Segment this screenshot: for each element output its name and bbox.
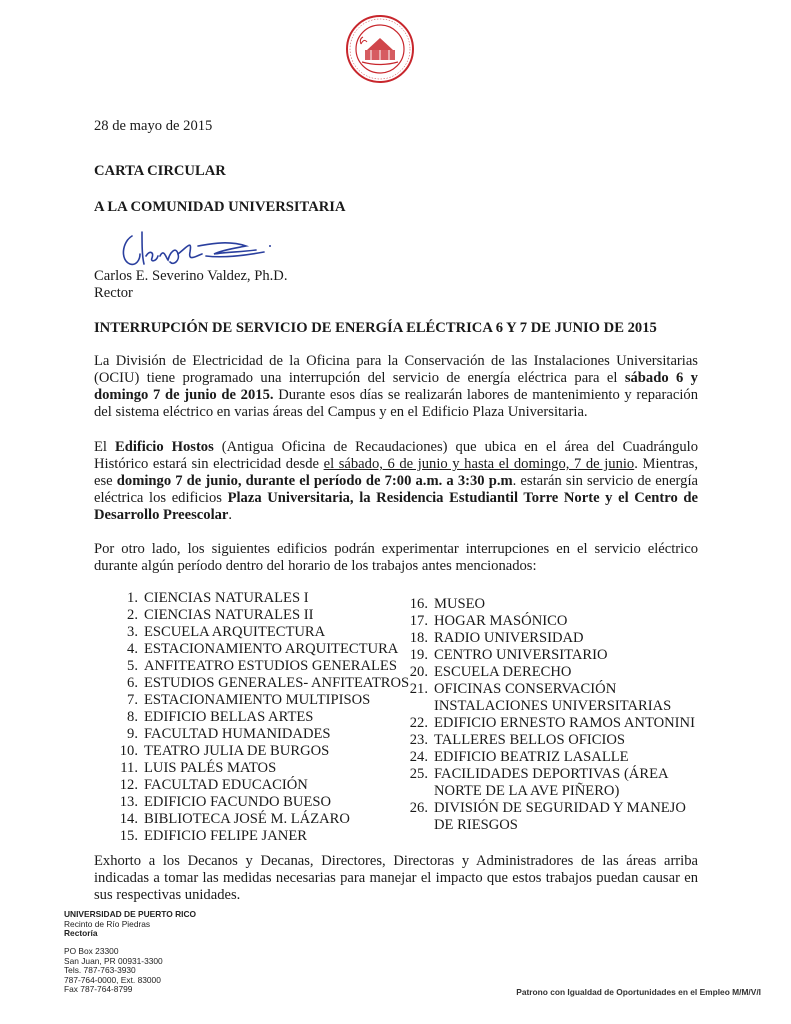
footer-phone-2: 787-764-0000, Ext. 83000 — [64, 974, 161, 985]
building-number: 17. — [409, 613, 428, 629]
building-list-item — [112, 692, 412, 709]
building-name: FACILIDADES DEPORTIVAS (ÁREA NORTE DE LA AVE PIÑERO) — [434, 766, 669, 799]
building-list-item — [402, 715, 722, 732]
footer-office: Rectoría — [64, 928, 98, 939]
footer-fax: Fax 787-764-8799 — [64, 984, 133, 995]
building-list-item — [402, 630, 722, 647]
buildings-list-left — [112, 590, 412, 845]
building-name: ESCUELA DERECHO — [434, 664, 572, 680]
building-name: MUSEO — [434, 596, 486, 612]
building-list-item — [112, 743, 412, 760]
building-list-item — [402, 800, 722, 834]
building-number: 15. — [119, 828, 138, 844]
building-name: CIENCIAS NATURALES II — [144, 607, 314, 623]
building-list-item — [112, 760, 412, 777]
building-name: TALLERES BELLOS OFICIOS — [434, 732, 625, 748]
building-number: 24. — [409, 749, 428, 765]
building-name: EDIFICIO BEATRIZ LASALLE — [434, 749, 629, 765]
building-name: EDIFICIO ERNESTO RAMOS ANTONINI — [434, 715, 695, 731]
building-number: 7. — [127, 692, 138, 708]
building-list-item — [402, 596, 722, 613]
equal-opportunity-notice: Patrono con Igualdad de Oportunidades en el Empleo M/M/V/I — [516, 987, 761, 997]
building-name: ESCUELA ARQUITECTURA — [144, 624, 326, 640]
building-number: 1. — [127, 590, 138, 606]
buildings-list-right — [402, 596, 722, 834]
building-name: ESTUDIOS GENERALES- ANFITEATROS — [144, 675, 410, 691]
building-number: 3. — [127, 624, 138, 640]
building-name: CENTRO UNIVERSITARIO — [434, 647, 608, 663]
letter-date: 28 de mayo de 2015 — [94, 118, 213, 134]
building-name: DIVISIÓN DE SEGURIDAD Y MANEJO DE RIESGOS — [434, 800, 686, 833]
footer-institution-block — [64, 910, 196, 939]
building-list-item — [112, 794, 412, 811]
building-name: OFICINAS CONSERVACIÓN INSTALACIONES UNIVERSITARIAS — [434, 681, 672, 714]
building-list-item — [112, 624, 412, 641]
building-number: 2. — [127, 607, 138, 623]
footer-phone-1: Tels. 787-763-3930 — [64, 965, 136, 976]
building-list-item — [402, 749, 722, 766]
building-list-item — [112, 828, 412, 845]
building-list-item — [112, 675, 412, 692]
footer-address-2: San Juan, PR 00931-3300 — [64, 955, 163, 966]
building-list-item — [112, 811, 412, 828]
building-name: RADIO UNIVERSIDAD — [434, 630, 584, 646]
building-name: ESTACIONAMIENTO MULTIPISOS — [144, 692, 371, 708]
building-list-item — [402, 613, 722, 630]
building-number: 8. — [127, 709, 138, 725]
building-name: FACULTAD EDUCACIÓN — [144, 777, 308, 793]
building-list-item — [112, 607, 412, 624]
building-name: CIENCIAS NATURALES I — [144, 590, 309, 606]
signatory-title: Rector — [94, 285, 133, 301]
building-list-item — [112, 590, 412, 607]
building-name: BIBLIOTECA JOSÉ M. LÁZARO — [144, 811, 350, 827]
building-number: 18. — [409, 630, 428, 646]
building-name: ANFITEATRO ESTUDIOS GENERALES — [144, 658, 397, 674]
building-list-item — [402, 732, 722, 749]
building-list-item — [402, 647, 722, 664]
footer-institution: UNIVERSIDAD DE PUERTO RICO — [64, 909, 197, 919]
building-number: 9. — [127, 726, 138, 742]
building-name: HOGAR MASÓNICO — [434, 613, 568, 629]
building-name: ESTACIONAMIENTO ARQUITECTURA — [144, 641, 399, 657]
building-number: 5. — [127, 658, 138, 674]
building-name: EDIFICIO FACUNDO BUESO — [144, 794, 332, 810]
footer-address-block — [64, 947, 163, 995]
letter-recipient: A LA COMUNIDAD UNIVERSITARIA — [94, 199, 346, 215]
footer-address-1: PO Box 23300 — [64, 946, 119, 956]
building-name: EDIFICIO FELIPE JANER — [144, 828, 307, 844]
building-number: 19. — [409, 647, 428, 663]
building-number: 22. — [409, 715, 428, 731]
paragraph-1: La División de Electricidad de la Oficina para la Conservación de las Instalaciones Universitarias (OCIU) tiene programado una interrupción del servicio de energía eléctrica para el sábado 6 y domingo 7 de junio de 2015. Durante esos días se realizarán labores de mantenimiento y reparación del sistema eléctrico en varias áreas del Campus y en el Edificio Plaza Universitaria. — [94, 353, 698, 420]
paragraph-3: Por otro lado, los siguientes edificios podrán experimentar interrupciones en el servicio eléctrico durante algún período dentro del horario de los trabajos antes mencionados: — [94, 541, 698, 574]
building-name: FACULTAD HUMANIDADES — [144, 726, 331, 742]
building-list-item — [402, 681, 722, 715]
building-number: 26. — [409, 800, 428, 816]
paragraph-2: El Edificio Hostos (Antigua Oficina de Recaudaciones) que ubica en el área del Cuadrángulo Histórico estará sin electricidad desde el sábado, 6 de junio y hasta el domingo, 7 de junio. Mientras, ese domingo 7 de junio, durante el período de 7:00 a.m. a 3:30 p.m. estarán sin servicio de energía eléctrica los edificios Plaza Universitaria, la Residencia Estudiantil Torre Norte y el Centro de Desarrollo Preescolar. — [94, 439, 698, 523]
building-number: 12. — [119, 777, 138, 793]
building-list-item — [402, 766, 722, 800]
building-list-item — [112, 658, 412, 675]
building-number: 14. — [119, 811, 138, 827]
building-name: TEATRO JULIA DE BURGOS — [144, 743, 330, 759]
building-number: 10. — [119, 743, 138, 759]
letter-subject: INTERRUPCIÓN DE SERVICIO DE ENERGÍA ELÉCTRICA 6 Y 7 DE JUNIO DE 2015 — [94, 320, 657, 336]
building-number: 11. — [120, 760, 138, 776]
building-number: 16. — [409, 596, 428, 612]
building-name: EDIFICIO BELLAS ARTES — [144, 709, 314, 725]
building-number: 20. — [409, 664, 428, 680]
building-list-item — [112, 726, 412, 743]
building-number: 21. — [409, 681, 428, 697]
building-number: 25. — [409, 766, 428, 782]
footer-campus: Recinto de Río Piedras — [64, 918, 151, 929]
building-name: LUIS PALÉS MATOS — [144, 760, 277, 776]
signatory-name: Carlos E. Severino Valdez, Ph.D. — [94, 268, 288, 284]
university-seal-icon — [345, 14, 415, 84]
building-list-item — [112, 777, 412, 794]
building-list-item — [402, 664, 722, 681]
building-list-item — [112, 641, 412, 658]
building-list-item — [112, 709, 412, 726]
building-number: 23. — [409, 732, 428, 748]
closing-paragraph: Exhorto a los Decanos y Decanas, Directores, Directoras y Administradores de las áreas arriba indicadas a tomar las medidas necesarias para manejar el impacto que estos trabajos puedan causar en sus respectivas unidades. — [94, 853, 698, 903]
building-number: 6. — [127, 675, 138, 691]
building-number: 4. — [127, 641, 138, 657]
letter-heading: CARTA CIRCULAR — [94, 163, 226, 179]
building-number: 13. — [119, 794, 138, 810]
